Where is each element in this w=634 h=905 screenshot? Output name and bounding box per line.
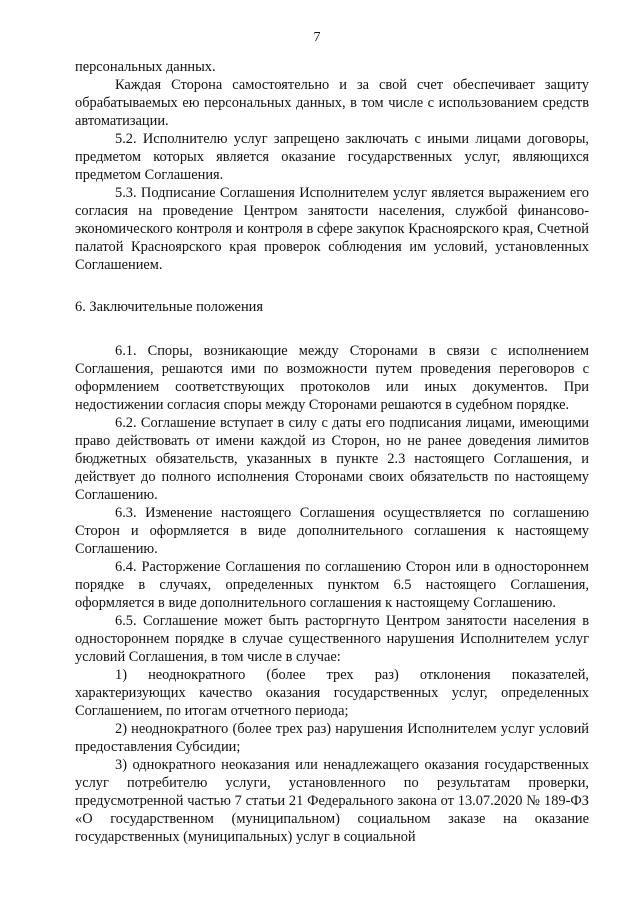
section-5-continuation [75,58,589,274]
paragraph-p-6-4: 6.4. Расторжение Соглашения по соглашению Сторон или в одностороннем порядке в случаях, определенных пунктом 6.5 настоящего Соглашения, оформляется в виде дополнительного соглашения к настоящему Соглашению. [75,559,589,611]
page-number: 7 [313,30,321,45]
document-body [75,58,589,846]
paragraph-p-6-5-1: 1) неоднократного (более трех раз) отклонения показателей, характеризующих качество оказания государственных услуг, определенных Соглашением, по итогам отчетного периода; [75,667,589,719]
section-6-body [75,342,589,846]
paragraph-p-6-5-3: 3) однократного неоказания или ненадлежащего оказания государственных услуг потребителю услуги, установленного по результатам проверки, предусмотренной частью 7 статьи 21 Федерального закона от 13.07.2020 № 189-ФЗ «О государственном (муниципальном) социальном заказе на оказание государственных (муниципальных) услуг в социальной [75,757,589,845]
paragraph-p-6-1: 6.1. Споры, возникающие между Сторонами в связи с исполнением Соглашения, решаются ими по возможности путем проведения переговоров с оформлением соответствующих протоколов или иных документов. При недостижении согласия споры между Сторонами решаются в судебном порядке. [75,343,589,413]
paragraph-p-each-party: Каждая Сторона самостоятельно и за свой счет обеспечивает защиту обрабатываемых ею персональных данных, в том числе с использованием средств автоматизации. [75,77,589,129]
paragraph-p-6-3: 6.3. Изменение настоящего Соглашения осуществляется по соглашению Сторон и оформляется в виде дополнительного соглашения к настоящему Соглашению. [75,505,589,557]
paragraph-p-continued: персональных данных. [75,59,216,75]
paragraph-p-5-2: 5.2. Исполнителю услуг запрещено заключать с иными лицами договоры, предметом которых является оказание государственных услуг, являющихся предметом Соглашения. [75,131,589,183]
paragraph-p-6-5-2: 2) неоднократного (более трех раз) нарушения Исполнителем услуг условий предоставления Субсидии; [75,721,589,755]
section-heading: 6. Заключительные положения [75,299,263,315]
paragraph-p-6-5: 6.5. Соглашение может быть расторгнуто Центром занятости населения в одностороннем порядке в случае существенного нарушения Исполнителем услуг условий Соглашения, в том числе в случае: [75,613,589,665]
paragraph-p-6-2: 6.2. Соглашение вступает в силу с даты его подписания лицами, имеющими право действовать от имени каждой из Сторон, но не ранее доведения лимитов бюджетных обязательств, указанных в пункте 2.3 настоящего Соглашения, и действует до полного исполнения Сторонами своих обязательств по настоящему Соглашению. [75,415,589,503]
paragraph-p-5-3: 5.3. Подписание Соглашения Исполнителем услуг является выражением его согласия на проведение Центром занятости населения, службой финансово-экономического контроля и контроля в сфере закупок Красноярского края, Счетной палатой Красноярского края проверок соблюдения им условий, установленных Соглашением. [75,185,589,273]
